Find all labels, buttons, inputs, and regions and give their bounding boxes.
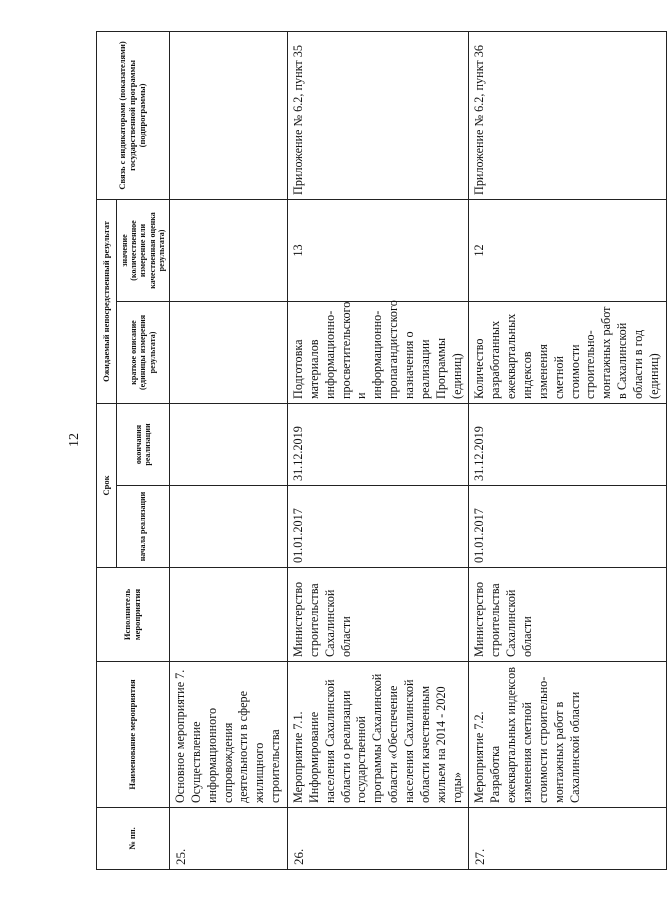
row-end: 31.12.2019 <box>287 403 468 485</box>
header-name: Наименование мероприятия <box>97 662 170 808</box>
row-name: Мероприятие 7.1. Информирование населения Сахалинской области о реализации государственной программы Сахалинской области «Обеспечение населения Сахалинской области качественным жильем на 2014 - 2020 годы» <box>287 662 468 808</box>
row-end: 31.12.2019 <box>469 403 666 485</box>
row-desc: Количество разработанных ежеквартальных индексов изменения сметной стоимости строительно-монтажных работ в Сахалинской области в год (единиц) <box>469 301 666 403</box>
row-value: 12 <box>469 199 666 301</box>
row-name: Мероприятие 7.2. Разработка ежеквартальных индексов изменения сметной стоимости строительно-монтажных работ в Сахалинской области <box>469 662 666 808</box>
measures-table-rotated <box>96 32 661 870</box>
table-row <box>169 31 287 869</box>
row-link <box>169 31 287 199</box>
table-row <box>469 31 666 869</box>
row-num: 25. <box>169 808 287 870</box>
table-row <box>287 31 468 869</box>
row-num: 26. <box>287 808 468 870</box>
row-executor: Министерство строительства Сахалинской области <box>469 568 666 662</box>
row-start <box>169 486 287 568</box>
row-executor <box>169 568 287 662</box>
row-value <box>169 199 287 301</box>
row-num: 27. <box>469 808 666 870</box>
row-start: 01.01.2017 <box>469 486 666 568</box>
header-result-value: значение (количественное измерение или качественная оценка результата) <box>117 199 170 301</box>
header-result: Ожидаемый непосредственный результат <box>97 199 117 403</box>
row-desc <box>169 301 287 403</box>
header-result-desc: краткое описание (единицы измерения результата) <box>117 301 170 403</box>
row-desc: Подготовка материалов информационно-просветительского и информационно-пропагандистского назначения о реализации Программы (единиц) <box>287 301 468 403</box>
header-term-start: начала реализации <box>117 486 170 568</box>
measures-table <box>96 31 667 870</box>
row-executor: Министерство строительства Сахалинской области <box>287 568 468 662</box>
header-term: Срок <box>97 403 117 567</box>
row-value: 13 <box>287 199 468 301</box>
row-link: Приложение № 6.2, пункт 35 <box>287 31 468 199</box>
header-num: № пп. <box>97 808 170 870</box>
header-row-1 <box>97 31 117 869</box>
header-link: Связь с индикаторами (показателями) государственной программы (подпрограммы) <box>97 31 170 199</box>
row-link: Приложение № 6.2, пункт 36 <box>469 31 666 199</box>
header-executor: Исполнитель мероприятия <box>97 568 170 662</box>
page-number: 12 <box>67 433 82 447</box>
header-term-end: окончания реализации <box>117 403 170 485</box>
row-end <box>169 403 287 485</box>
row-start: 01.01.2017 <box>287 486 468 568</box>
row-name: Основное мероприятие 7. Осуществление информационного сопровождения деятельности в сфере жилищного строительства <box>169 662 287 808</box>
